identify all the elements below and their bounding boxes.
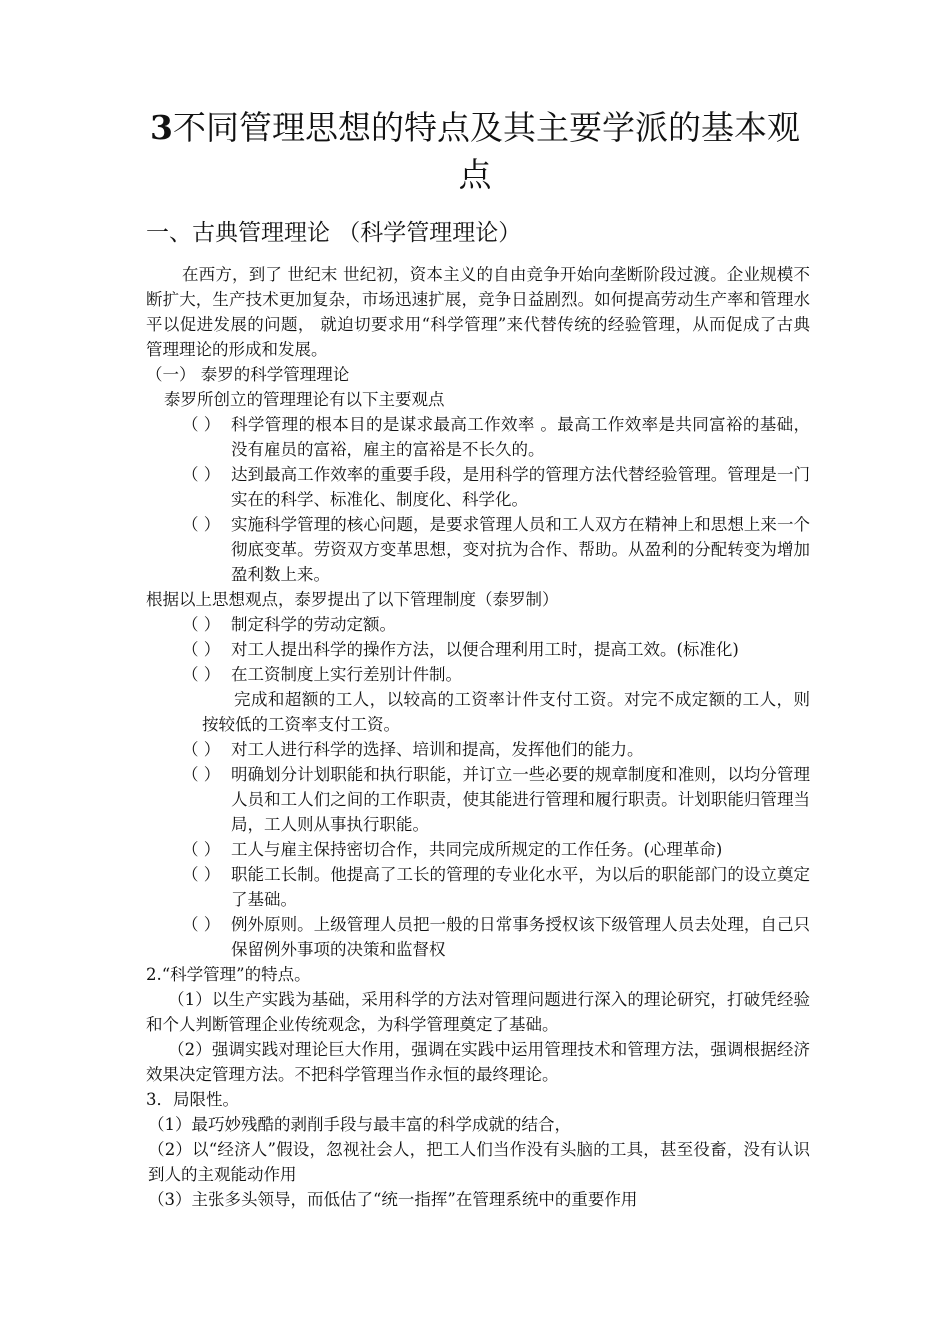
list-item: [146, 512, 810, 587]
wage-note: 完成和超额的工人，以较高的工资率计件支付工资。对完不成定额的工人，则按较低的工资率支付工资。: [202, 690, 810, 734]
limit-paragraph: （3）主张多头领导，而低估了“统一指挥”在管理系统中的重要作用: [148, 1190, 638, 1209]
limits-heading: 3．局限性。: [146, 1090, 239, 1109]
list-marker: （ ）: [182, 865, 221, 884]
document-title: [140, 104, 810, 198]
heading-classical-theory: 一、古典管理理论 （科学管理理论）: [146, 220, 522, 246]
list-item: [146, 662, 810, 687]
list-marker: （ ）: [182, 740, 221, 759]
limit-paragraph: （1）最巧妙残酷的剥削手段与最丰富的科学成就的结合，: [148, 1115, 571, 1134]
list-item-text: 职能工长制。他提高了工长的管理的专业化水平，为以后的职能部门的设立奠定了基础。: [231, 865, 810, 909]
list-item-text: 实施科学管理的核心问题，是要求管理人员和工人双方在精神上和思想上来一个彻底变革。劳资双方变革思想，变对抗为合作、帮助。从盈利的分配转变为增加盈利数上来。: [231, 515, 810, 584]
list-item: [146, 862, 810, 912]
list-item: [146, 737, 810, 762]
list-marker: （ ）: [182, 415, 221, 434]
list-marker: （ ）: [182, 665, 221, 684]
list-item-text: 在工资制度上实行差别计件制。: [231, 665, 462, 684]
list-item-text: 对工人进行科学的选择、培训和提高，发挥他们的能力。: [231, 740, 644, 759]
list-item: [146, 612, 810, 637]
list-item: [146, 462, 810, 512]
intro-paragraph: 在西方，到了 世纪末 世纪初，资本主义的自由竞争开始向垄断阶段过渡。企业规模不断扩大，生产技术更加复杂，市场迅速扩展，竞争日益剧烈。如何提高劳动生产率和管理水平以促进发展的问题， 就迫切要求用“科学管理”来代替传统的经验管理，从而促成了古典管理理论的形成和发展。: [146, 265, 810, 359]
list-marker: （ ）: [182, 615, 221, 634]
list-item-text: 例外原则。上级管理人员把一般的日常事务授权该下级管理人员去处理，自己只保留例外事项的决策和监督权: [231, 915, 810, 959]
list-marker: （ ）: [182, 840, 221, 859]
feature-paragraph: （2）强调实践对理论巨大作用，强调在实践中运用管理技术和管理方法，强调根据经济效果决定管理方法。不把科学管理当作永恒的最终理论。: [146, 1040, 810, 1084]
list-item-text: 对工人提出科学的操作方法，以便合理利用工时，提高工效。(标准化): [231, 640, 739, 659]
features-heading: 2.“科学管理”的特点。: [146, 965, 311, 984]
list-marker: （ ）: [182, 515, 221, 534]
title-number: 3: [150, 108, 173, 147]
list-item: [146, 912, 810, 962]
list-item-text: 制定科学的劳动定额。: [231, 615, 396, 634]
list-item-text: 明确划分计划职能和执行职能，并订立一些必要的规章制度和准则，以均分管理人员和工人们之间的工作职责，使其能进行管理和履行职责。计划职能归管理当局，工人则从事执行职能。: [231, 765, 810, 834]
list-item: [146, 412, 810, 462]
list-marker: （ ）: [182, 465, 221, 484]
views-intro: 泰罗所创立的管理理论有以下主要观点: [164, 390, 445, 409]
limit-paragraph: （2）以“经济人”假设，忽视社会人，把工人们当作没有头脑的工具，甚至役畜，没有认识到人的主观能动作用: [148, 1140, 810, 1184]
list-marker: （ ）: [182, 915, 221, 934]
list-item: [146, 762, 810, 837]
list-item-text: 科学管理的根本目的是谋求最高工作效率 。最高工作效率是共同富裕的基础，没有雇员的富裕，雇主的富裕是不长久的。: [231, 415, 810, 459]
title-text: 不同管理思想的特点及其主要学派的基本观点: [172, 108, 800, 194]
list-marker: （ ）: [182, 765, 221, 784]
list-item: [146, 837, 810, 862]
section-taylor-heading: （一） 泰罗的科学管理理论: [146, 365, 350, 384]
list-item: [146, 637, 810, 662]
feature-paragraph: （1）以生产实践为基础，采用科学的方法对管理问题进行深入的理论研究，打破凭经验和个人判断管理企业传统观念，为科学管理奠定了基础。: [146, 990, 810, 1034]
list-marker: （ ）: [182, 640, 221, 659]
list-item-text: 工人与雇主保持密切合作，共同完成所规定的工作任务。(心理革命): [231, 840, 723, 859]
document-body: [146, 262, 810, 1212]
list-item-text: 达到最高工作效率的重要手段，是用科学的管理方法代替经验管理。管理是一门实在的科学、标准化、制度化、科学化。: [231, 465, 810, 509]
system-intro: 根据以上思想观点，泰罗提出了以下管理制度（泰罗制）: [146, 590, 559, 609]
